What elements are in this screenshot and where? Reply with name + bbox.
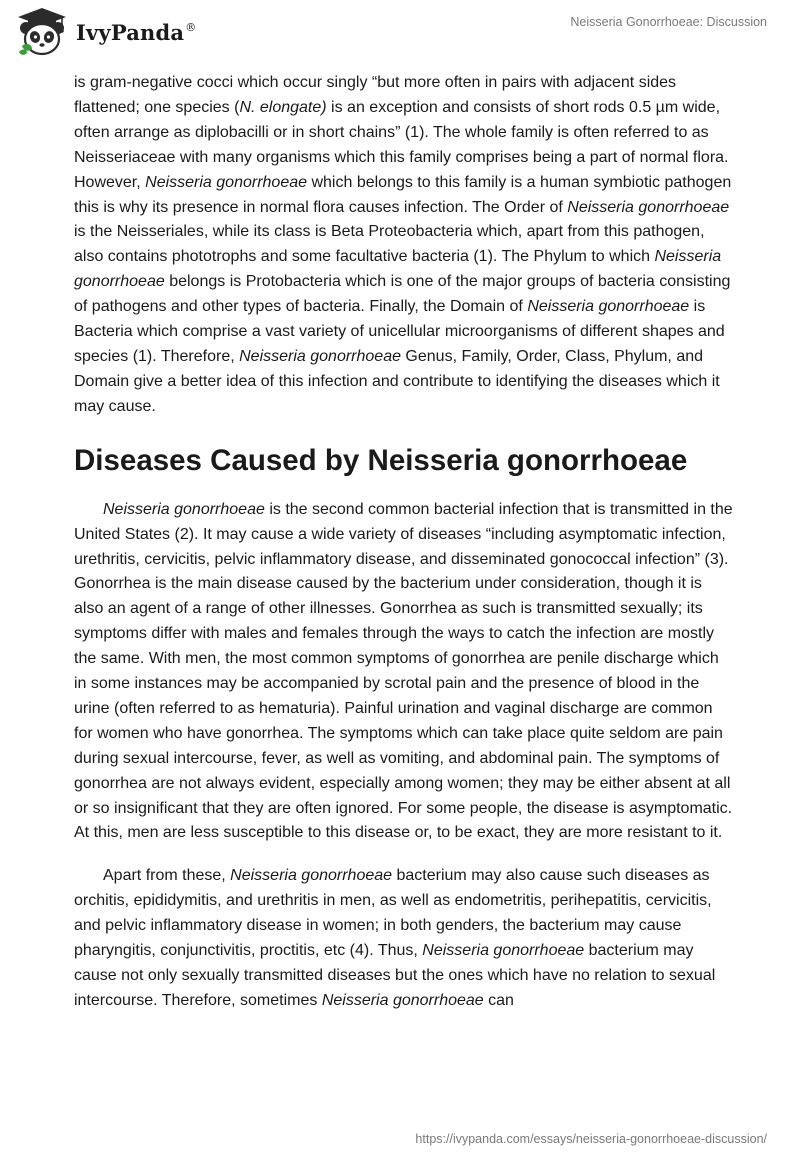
- panda-icon: [14, 6, 70, 58]
- italic-term: Neisseria gonorrhoeae: [103, 500, 265, 518]
- paragraph-other-diseases: [74, 864, 734, 1013]
- brand-name: IvyPanda®: [76, 19, 197, 45]
- text-run: can: [483, 991, 514, 1009]
- article-body: [74, 71, 734, 1014]
- text-run: bacterium may also cause such diseases as orchitis, epididymitis, and urethritis in men, as well as endometritis, perihepatitis, cervicitis, and pelvic inflammatory disease in women; in both genders, the bacterium may cause pharyngitis, conjunctivitis, proctitis, etc (4). Thus,: [74, 867, 712, 960]
- italic-term: Neisseria gonorrhoeae: [321, 991, 484, 1009]
- section-heading-diseases: Diseases Caused by Neisseria gonorrhoeae: [74, 443, 688, 477]
- italic-term: Neisseria gonorrhoeae: [567, 198, 730, 216]
- text-run: Apart from these,: [103, 867, 231, 885]
- italic-term: Neisseria gonorrhoeae: [527, 298, 690, 316]
- text-run: is the Neisseriales, while its class is Beta Proteobacteria which, apart from this pathogen, also contains phototrophs and some facultative bacteria (1). The Phylum to which: [74, 223, 705, 266]
- text-run: belongs is Protobacteria which is one of the major groups of bacteria consisting of pathogens and other types of bacteria. Finally, the Domain of: [74, 273, 731, 316]
- text-run: Genus, Family, Order, Class, Phylum, and Domain give a better idea of this infection and contribute to identifying the diseases which it may cause.: [74, 347, 720, 415]
- source-url[interactable]: https://ivypanda.com/essays/neisseria-gonorrhoeae-discussion/: [415, 1132, 767, 1146]
- page-header: [0, 0, 800, 70]
- text-run: which belongs to this family is a human symbiotic pathogen this is why its presence in normal flora causes infection. The Order of: [74, 173, 732, 216]
- italic-term: Neisseria gonorrhoeae: [422, 942, 585, 960]
- text-run: is Bacteria which comprise a vast variety of unicellular microorganisms of different shapes and species (1). Therefore,: [74, 298, 725, 365]
- text-run: is an exception and consists of short rods 0.5 µm wide, often arrange as diplobacilli or in short chains” (1). The whole family is often referred to as Neisseriaceae with many organisms which this family comprises being a part of normal flora. However,: [74, 98, 729, 191]
- paragraph-diseases: [74, 498, 734, 847]
- italic-term: Neisseria gonorrhoeae: [239, 347, 401, 365]
- text-run: bacterium may cause not only sexually transmitted diseases but the ones which have no relation to sexual intercourse. Therefore, sometimes: [74, 942, 716, 1009]
- text-run: is the second common bacterial infection that is transmitted in the United States (2). It may cause a wide variety of diseases “including asymptomatic infection, urethritis, cervicitis, pelvic inflammatory disease, and disseminated gonococcal infection” (3). Gonorrhea is the main disease caused by the bacterium under consideration, though it is also an agent of a range of other illnesses. Gonorrhea as such is transmitted sexually; its symptoms differ with males and females through the ways to catch the infection are mostly the same. With men, the most common symptoms of gonorrhea are penile discharge which in some instances may be accompanied by scrotal pain and the presence of blood in the urine (often referred to as hematuria). Painful urination and vaginal discharge are common for women who have gonorrhea. The symptoms which can take place quite seldom are pain during sexual intercourse, fever, as well as vomiting, and abdominal pain. The symptoms of gonorrhea are not always evident, especially among women; they may be either absent at all or so insignificant that they are often ignored. For some people, the disease is asymptomatic. At this, men are less susceptible to this disease or, to be exact, they are more resistant to it.: [74, 500, 733, 842]
- italic-term: Neisseria gonorrhoeae: [74, 248, 722, 291]
- paragraph-taxonomy: [74, 71, 734, 420]
- text-run: is gram-negative cocci which occur singly “but more often in pairs with adjacent sides flattened; one species (: [74, 74, 677, 116]
- document-title: Neisseria Gonorrhoeae: Discussion: [570, 15, 767, 29]
- ivypanda-logo[interactable]: [14, 6, 196, 58]
- italic-term: Neisseria gonorrhoeae: [230, 867, 393, 885]
- italic-term: Neisseria gonorrhoeae: [145, 173, 308, 191]
- italic-term: N. elongate): [239, 98, 327, 116]
